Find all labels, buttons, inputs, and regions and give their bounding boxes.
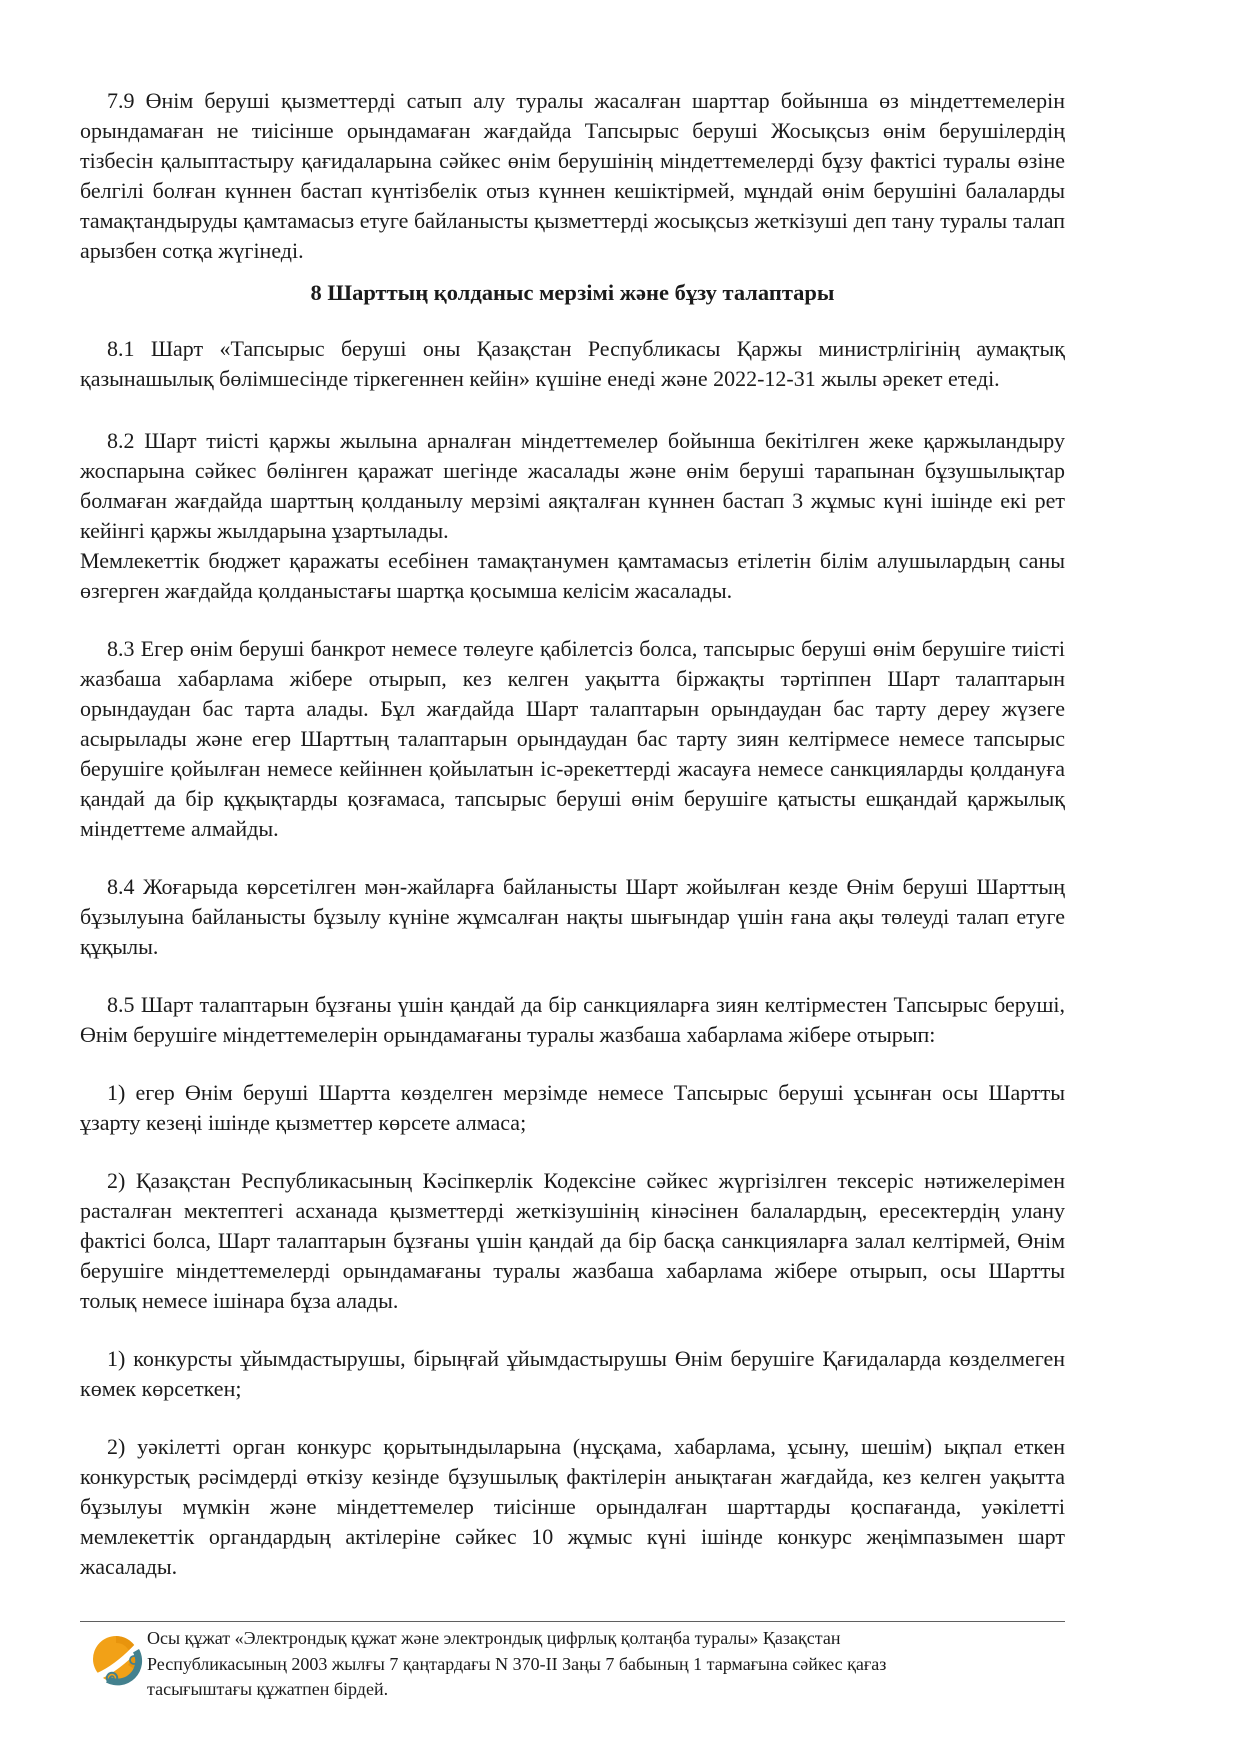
footer-legal-line-1: Осы құжат «Электрондық құжат және электрондық цифрлық қолтаңба туралы» Қазақстан [147,1628,841,1648]
clause-8-2: 8.2 Шарт тиісті қаржы жылына арналған міндеттемелер бойынша бекітілген жеке қаржыландыру жоспарына сәйкес бөлінген қаражат шегінде жасалады және өнім беруші тарапынан бұзушылықтар болмаған жағдайда шарттың қолданылу мерзімі аяқталған күннен бастап 3 жұмыс күні ішінде екі рет кейінгі қаржы жылдарына ұзартылады. [80,428,1065,543]
clause-8-2-continuation: Мемлекеттік бюджет қаражаты есебінен тамақтанумен қамтамасыз етілетін білім алушылардың саны өзгерген жағдайда қолданыстағы шартқа қосымша келісім жасалады. [80,548,1065,603]
clause-8-5: 8.5 Шарт талаптарын бұзғаны үшін қандай да бір санкцияларға зиян келтірместен Тапсырыс беруші, Өнім берушіге міндеттемелерін орындамағаны туралы жазбаша хабарлама жібере отырып: [80,992,1065,1047]
clause-8-3: 8.3 Егер өнім беруші банкрот немесе төлеуге қабілетсіз болса, тапсырыс беруші өнім берушіге тиісті жазбаша хабарлама жібере отырып, кез келген уақытта біржақты тәртіппен Шарт талаптарын орындаудан бас тарта алады. Бұл жағдайда Шарт талаптарын орындаудан бас тарту дереу жүзеге асырылады және егер Шарттың талаптарын орындаудан бас тарту зиян келтірмесе немесе тапсырыс берушіге қойылған немесе кейіннен қойылатын іс-әрекеттерді жасауға немесе санкцияларды қолдануға қандай да бір құқықтарды қозғамаса, тапсырыс беруші өнім берушіге қатысты ешқандай қаржылық міндеттеме алмайды. [80,636,1065,841]
contract-body [80,0,1065,1582]
list-item-1: 1) конкурсты ұйымдастырушы, бірыңғай ұйымдастырушы Өнім берушіге Қағидаларда көзделмеген көмек көрсеткен; [80,1346,1065,1401]
clause-8-4: 8.4 Жоғарыда көрсетілген мән-жайларға байланысты Шарт жойылған кезде Өнім беруші Шарттың бұзылуына байланысты бұзылу күніне жұмсалған нақты шығындар үшін ғана ақы төлеуді талап етуге құқылы. [80,874,1065,959]
clause-8-5-item-2: 2) Қазақстан Республикасының Кәсіпкерлік Кодексіне сәйкес жүргізілген тексеріс нәтижелерімен расталған мектептегі асханада қызметтерді жеткізушінің кінәсінен балалардың, ересектердің улану фактісі болса, Шарт талаптарын бұзғаны үшін қандай да бір басқа санкцияларға залал келтірмей, Өнім берушіге міндеттемелерді орындамағаны туралы жазбаша хабарлама жібере отырып, осы Шартты толық немесе ішінара бұза алады. [80,1168,1065,1313]
section-8-heading: 8 Шарттың қолданыс мерзімі және бұзу талаптары [310,280,835,305]
clause-7-9: 7.9 Өнім беруші қызметтерді сатып алу туралы жасалған шарттар бойынша өз міндеттемелерін орындамаған не тиісінше орындамаған жағдайда Тапсырыс беруші Жосықсыз өнім берушілердің тізбесін қалыптастыру қағидаларына сәйкес өнім берушінің міндеттемелерді бұзу фактісі туралы өзіне белгілі болған күннен бастап күнтізбелік отыз күннен кешіктірмей, мұндай өнім берушіні балаларды тамақтандыруды қамтамасыз етуге байланысты қызметтерді жосықсыз жеткізуші деп тану туралы талап арызбен сотқа жүгінеді. [80,88,1065,263]
list-item-2: 2) уәкілетті орган конкурс қорытындыларына (нұсқама, хабарлама, ұсыну, шешім) ықпал еткен конкурстық рәсімдерді өткізу кезінде бұзушылық фактілерін анықтаған жағдайда, кез келген уақытта бұзылуы мүмкін және міндеттемелер тиісінше орындалған шарттарды қоспағанда, уәкілетті мемлекеттік органдардың актілеріне сәйкес 10 жұмыс күні ішінде конкурс жеңімпазымен шарт жасалады. [80,1434,1065,1579]
footer-legal-line-2: Республикасының 2003 жылғы 7 қаңтардағы N 370-II Заңы 7 бабының 1 тармағына сәйкес қағаз [147,1653,887,1674]
egov-emblem-icon [90,1634,146,1690]
clause-8-5-item-1: 1) егер Өнім беруші Шартта көзделген мерзімде немесе Тапсырыс беруші ұсынған осы Шартты ұзарту кезеңі ішінде қызметтер көрсете алмаса; [80,1080,1065,1135]
footer-separator [80,1621,1065,1622]
clause-8-1: 8.1 Шарт «Тапсырыс беруші оны Қазақстан Республикасы Қаржы министрлігінің аумақтық қазынашылық бөлімшесінде тіркегеннен кейін» күшіне енеді және 2022-12-31 жылы әрекет етеді. [80,336,1065,391]
footer-legal-line-3: тасығыштағы құжатпен бірдей. [147,1679,389,1699]
footer-legal-text [147,1626,977,1703]
